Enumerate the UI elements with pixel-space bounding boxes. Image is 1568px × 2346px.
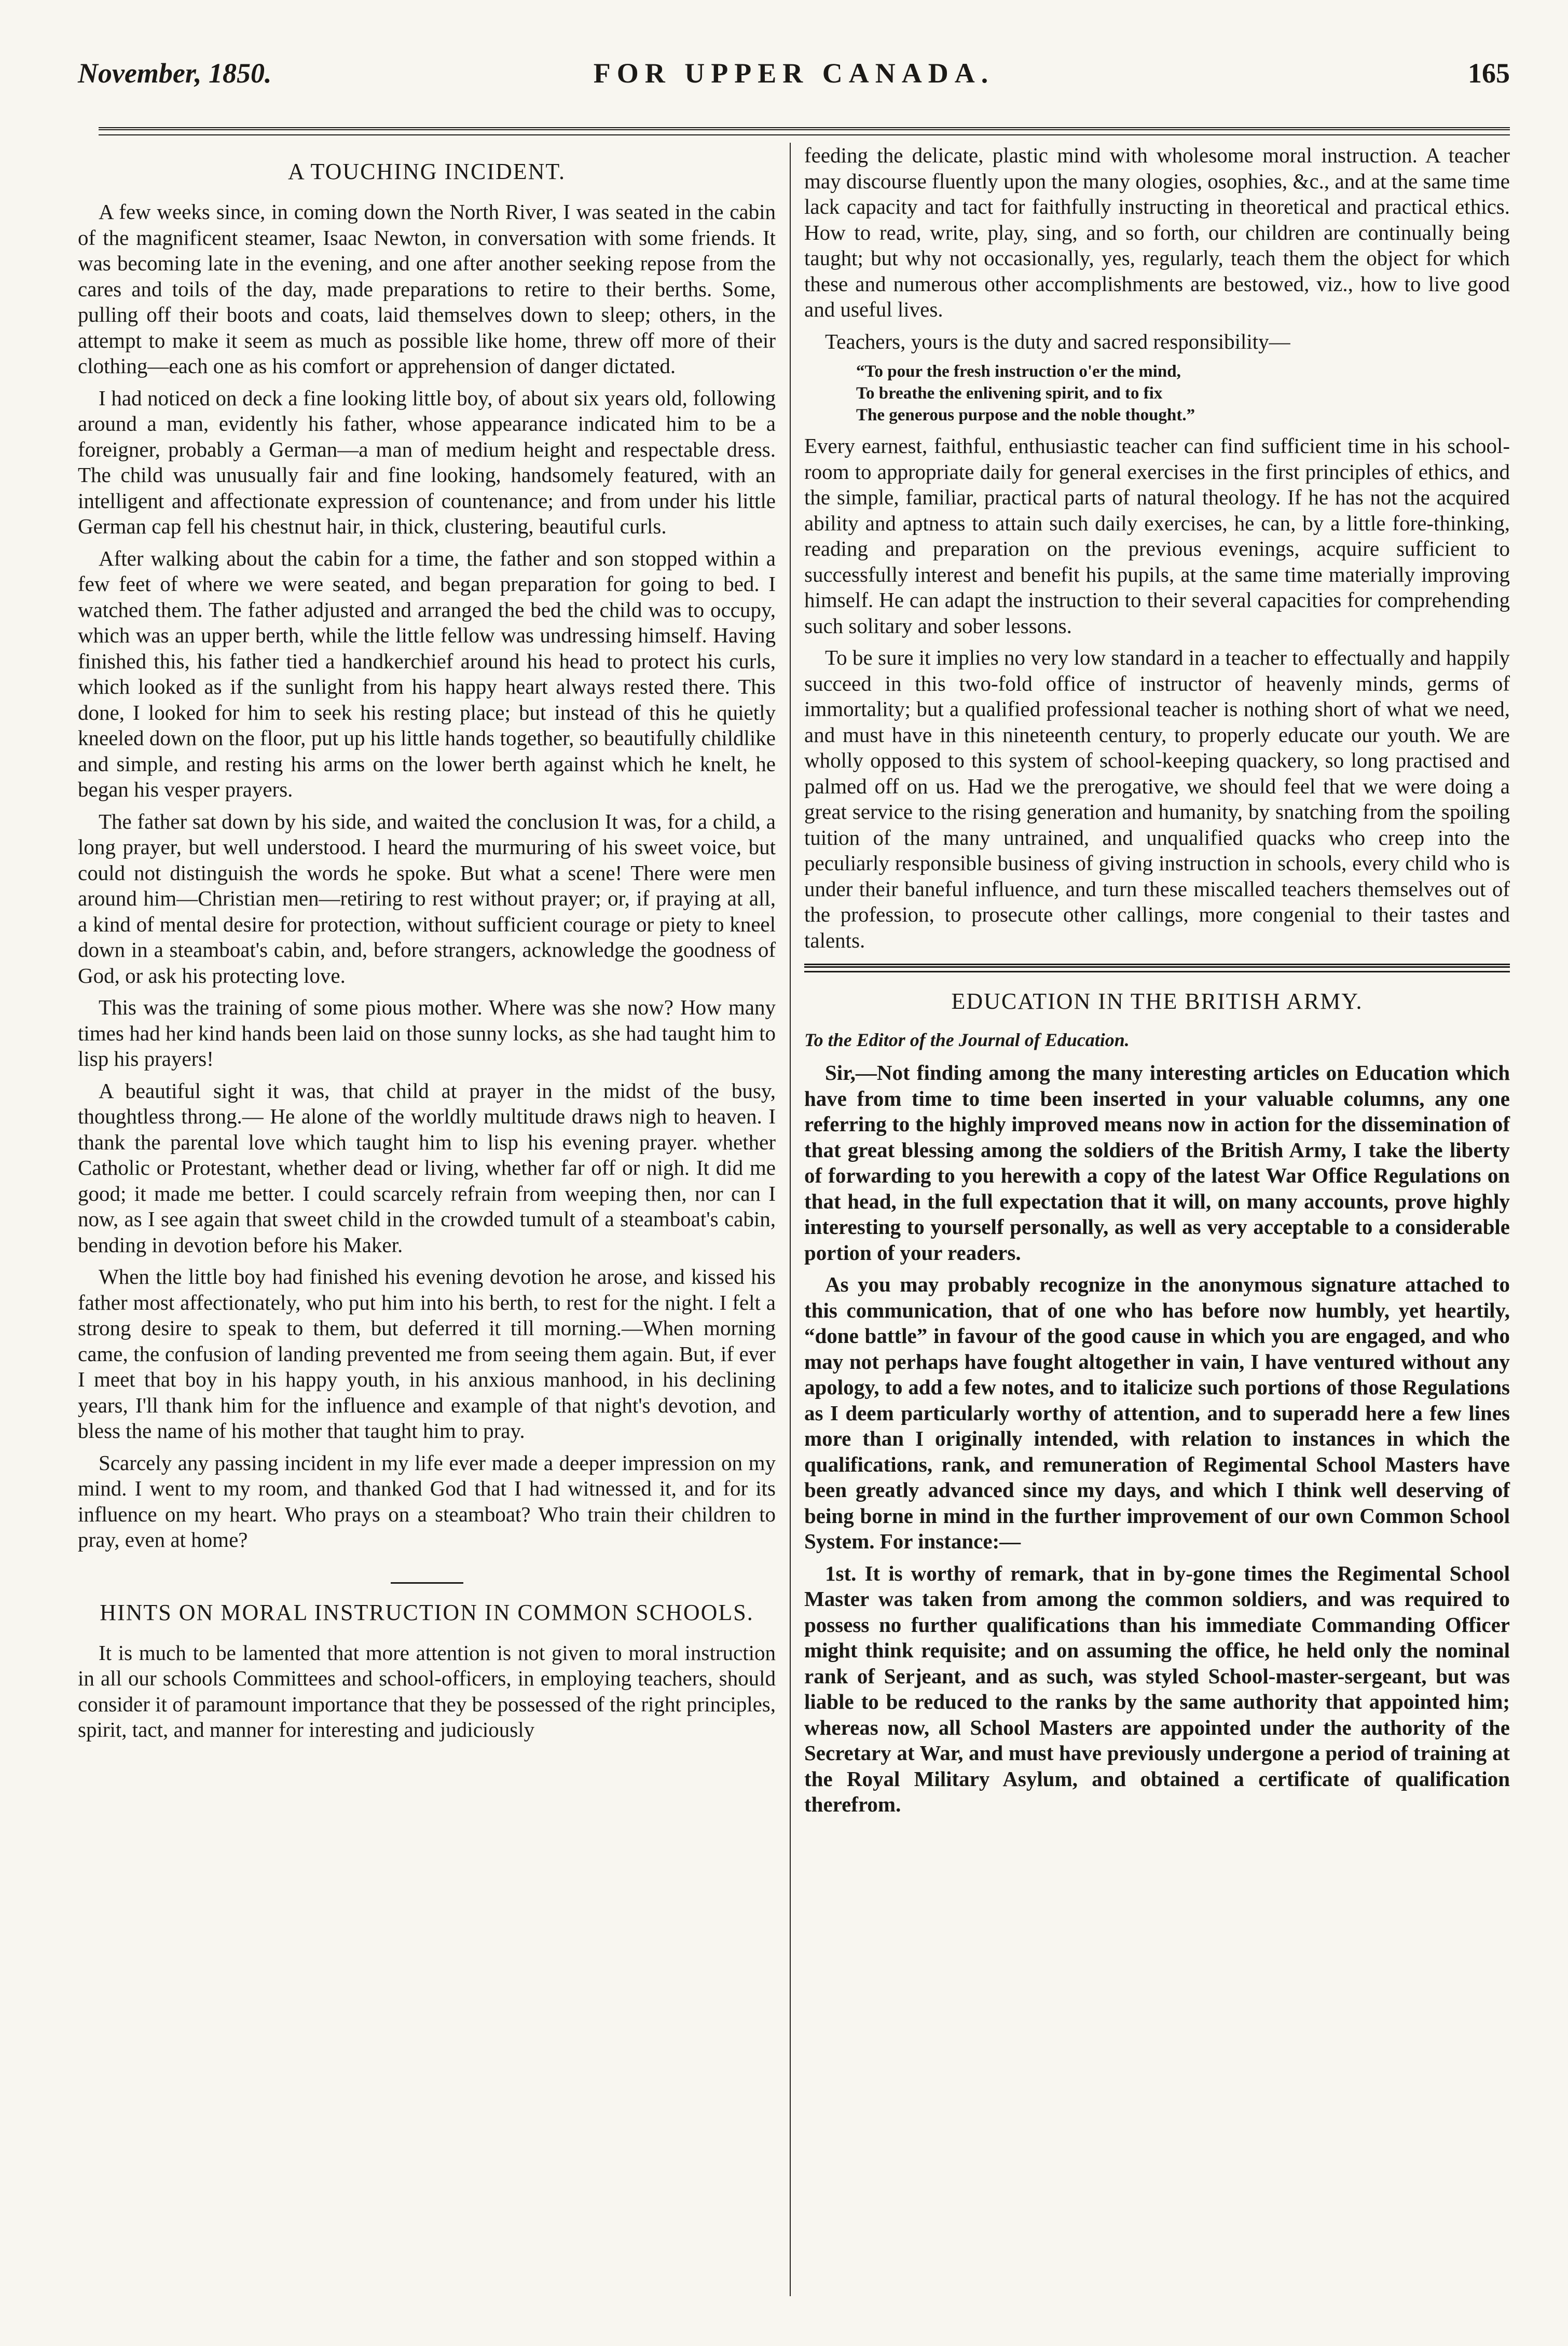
column-divider <box>790 143 791 2296</box>
section-rule <box>391 1582 463 1584</box>
header-date: November, 1850. <box>78 58 272 89</box>
page-number: 165 <box>1468 58 1510 89</box>
verse-quote <box>856 361 1510 426</box>
paragraph: A few weeks since, in coming down the North River, I was seated in the cabin of the magnificent steamer, Isaac Newton, in conversation with some friends. It was becoming late in the evening, and one after another seeking repose from the cares and toils of the day, made preparations to retire to their berths. Some, pulling off their boots and coats, laid themselves down to sleep; others, in the attempt to make it seem as much as possible like home, threw off more of their clothing—each one as his comfort or apprehension of danger dictated. <box>78 200 776 378</box>
paragraph: When the little boy had finished his evening devotion he arose, and kissed his father most affectionately, who put him into his berth, to rest for the night. I felt a strong desire to speak to them, but deferred it till morning.—When morning came, the confusion of landing prevented me from seeing them again. But, if ever I meet that boy in his happy youth, in his anxious manhood, in his declining years, I'll thank him for the influence and example of that night's devotion, and bless the name of his mother that taught him to pray. <box>78 1265 776 1443</box>
paragraph: A beautiful sight it was, that child at prayer in the midst of the busy, thoughtless throng.— He alone of the worldly multitude draws nigh to heaven. I thank the parental love which taught him to lisp his evening prayer. whether Catholic or Protestant, whether dead or living, whether far off or nigh. It did me good; it made me better. I could scarcely refrain from weeping then, nor can I now, as I see again that sweet child in the crowded tumult of a steamboat's cabin, bending in devotion before his Maker. <box>78 1078 776 1257</box>
dedication-line: To the Editor of the Journal of Education. <box>804 1030 1130 1050</box>
header-rule <box>99 127 1510 135</box>
paragraph: As you may probably recognize in the anonymous signature attached to this communication, that of one who has before now humbly, yet heartily, “done battle” in favour of the good cause in which you are engaged, and who may not perhaps have fought altogether in vain, I have ventured without any apology, to add a few notes, and to italicize such portions of those Regulations as I deem particularly worthy of attention, and to superadd here a few lines more than I originally intended, with relation to instances in which the qualifications, rank, and remuneration of Regimental School Masters have been greatly advanced since my days, and which I think well deserving of being borne in mind in the further improvement of our own Common School System. For instance:— <box>804 1272 1510 1553</box>
paragraph: I had noticed on deck a fine looking little boy, of about six years old, following around a man, evidently his father, whose appearance indicated him to be a foreigner, probably a German—a man of medium height and respectable dress. The child was unusually fair and fine looking, handsomely featured, with an intelligent and affectionate expression of countenance; and from under his little German cap fell his chestnut hair, in thick, clustering, beautiful curls. <box>78 386 776 538</box>
section-rule <box>804 964 1510 972</box>
verse-line: “To pour the fresh instruction o'er the mind, <box>856 362 1181 381</box>
paragraph: After walking about the cabin for a time, the father and son stopped within a few feet of where we were seated, and began preparation for going to bed. I watched them. The father adjusted and arranged the bed the child was to occupy, which was an upper berth, while the little fellow was undressing himself. Having finished this, his father tied a handkerchief around his head to protect his curls, which looked as if the sunlight from his happy heart always rested there. This done, I looked for him to seek his resting place; but instead of this he quietly kneeled down on the floor, put up his little hands together, so beautifully childlike and simple, and resting his arms on the lower berth against which he knelt, he began his vesper prayers. <box>78 546 776 801</box>
verse-line: The generous purpose and the noble thought.” <box>856 406 1195 424</box>
paragraph: feeding the delicate, plastic mind with wholesome moral instruction. A teacher may discourse fluently upon the many ologies, osophies, &c., and at the same time lack capacity and tact for faithfully instructing in theoretical and practical ethics. How to read, write, play, sing, and so forth, our children are continually being taught; but why not occasionally, yes, regularly, teach them the object for which these and numerous other accomplishments are bestowed, viz., how to live good and useful lives. <box>804 143 1510 321</box>
paragraph: 1st. It is worthy of remark, that in by-gone times the Regimental School Master was taken from among the common soldiers, and was required to possess no further qualifications than his immediate Commanding Officer might think requisite; and on assuming the office, he held only the nominal rank of Serjeant, and as such, was styled School-master-sergeant, but was liable to be reduced to the ranks by the same authority that appointed him; whereas now, all School Masters are appointed under the authority of the Secretary at War, and must have previously undergone a period of training at the Royal Military Asylum, and obtained a certificate of qualification therefrom. <box>804 1561 1510 1816</box>
columns <box>78 143 1510 2325</box>
article-title-british-army: EDUCATION IN THE BRITISH ARMY. <box>951 989 1363 1014</box>
paragraph: The father sat down by his side, and waited the conclusion It was, for a child, a long prayer, but well understood. I heard the murmuring of his sweet voice, but could not distinguish the words he spoke. But what a scene! There were men around him—Christian men—retiring to rest without prayer; or, if praying at all, a kind of mental desire for protection, without sufficient courage or piety to kneel down in a steamboat's cabin, and, before strangers, acknowledge the goodness of God, or ask his protecting love. <box>78 809 776 987</box>
paragraph: Scarcely any passing incident in my life ever made a deeper impression on my mind. I went to my room, and thanked God that I had witnessed it, and for its influence on my heart. Who prays on a steamboat? Who train their children to pray, even at home? <box>78 1450 776 1552</box>
article-title-moral-instruction: HINTS ON MORAL INSTRUCTION IN COMMON SCHOOLS. <box>100 1599 754 1625</box>
paragraph: To be sure it implies no very low standard in a teacher to effectually and happily succeed in this two-fold office of instructor of heavenly minds, germs of immortality; but a qualified professional teacher is nothing short of what we need, and must have in this nineteenth century, to properly educate our youth. We are wholly opposed to this system of school-keeping quackery, so long practised and palmed off on us. Had we the prerogative, we should feel that we were doing a great service to the rising generation and humanity, by snatching from the spoiling tuition of the many untrained, and unqualified quacks who creep into the peculiarly responsible business of giving instruction in schools, every child who is under their baneful influence, and turn these miscalled teachers themselves out of the profession, to prosecute other callings, more congenial to their tastes and talents. <box>804 646 1510 952</box>
left-column <box>78 143 776 2325</box>
paragraph: Every earnest, faithful, enthusiastic teacher can find sufficient time in his school-room to appropriate daily for general exercises in the first principles of ethics, and the simple, familiar, practical parts of natural theology. If he has not the acquired ability and aptness to attain such daily exercises, he can, by a little fore-thinking, reading and preparation on the previous evenings, acquire sufficient to successfully interest and benefit his pupils, at the same time materially improving himself. He can adapt the instruction to their several capacities for comprehending such solitary and sober lessons. <box>804 434 1510 638</box>
page-header <box>78 52 1510 109</box>
verse-line: To breathe the enlivening spirit, and to fix <box>856 384 1163 403</box>
paragraph: It is much to be lamented that more attention is not given to moral instruction in all our schools Committees and school-officers, in employing teachers, should consider it of paramount importance that they be possessed of the right principles, spirit, tact, and manner for interesting and judiciously <box>78 1640 776 1741</box>
paragraph: This was the training of some pious mother. Where was she now? How many times had her kind hands been laid on those sunny locks, as she had taught him to lisp his prayers! <box>78 995 776 1071</box>
paragraph: Sir,—Not finding among the many interesting articles on Education which have from time to time been inserted in your valuable columns, any one referring to the highly improved means now in action for the dissemination of that great blessing among the soldiers of the British Army, I take the liberty of forwarding to you herewith a copy of the latest War Office Regulations on that head, in the full expectation that it will, on many accounts, prove highly interesting to yourself personally, as well as very acceptable to a considerable portion of your readers. <box>804 1061 1510 1265</box>
paragraph: Teachers, yours is the duty and sacred responsibility— <box>825 329 1290 353</box>
right-column <box>804 143 1510 2325</box>
article-title-touching-incident: A TOUCHING INCIDENT. <box>288 159 566 184</box>
newspaper-page <box>78 52 1510 2325</box>
header-title: FOR UPPER CANADA. <box>593 58 995 89</box>
